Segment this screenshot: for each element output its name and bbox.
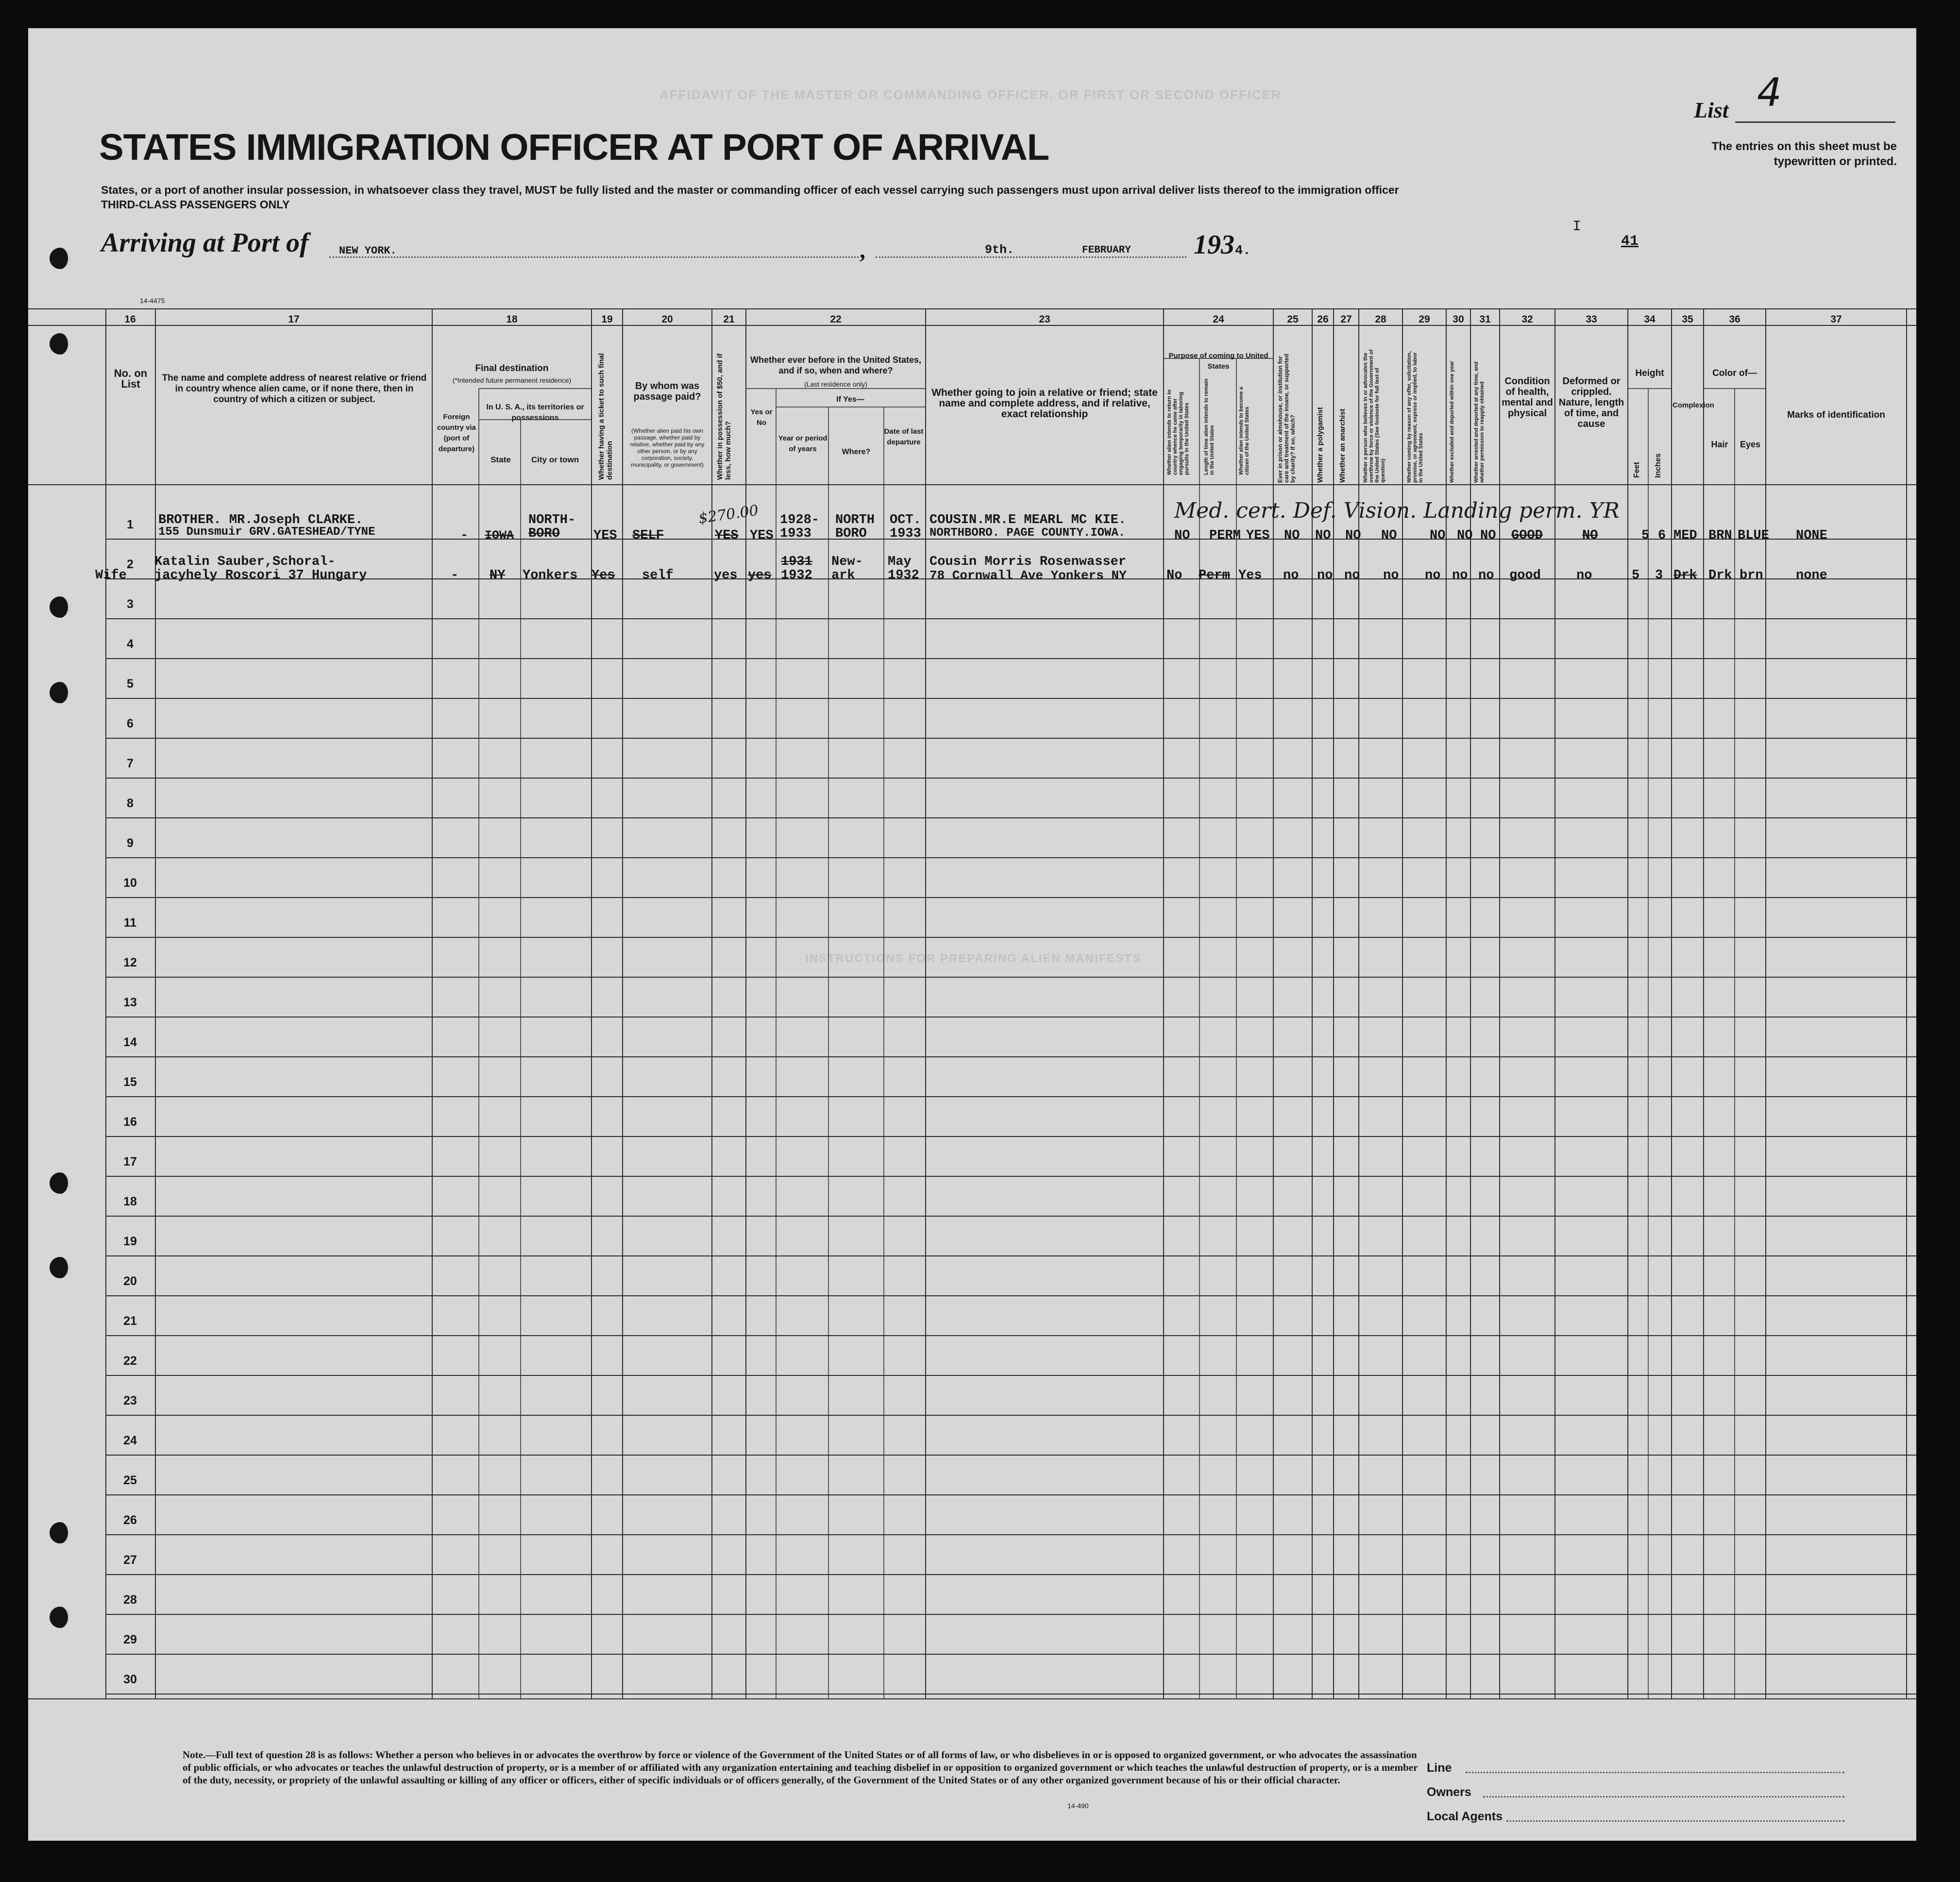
form-number: 14-490 xyxy=(1067,1802,1089,1810)
row-number: 2 xyxy=(127,558,134,571)
subtitle-line: States, or a port of another insular possession, in whatsoever class they travel, MUST be fully listed and the master or commanding officer of each vessel carrying such passengers must upon arrival deliver lists thereof to the immigration officer xyxy=(101,184,1399,196)
header-ticket: Whether having a ticket to such final destination xyxy=(597,353,614,480)
list-label: List xyxy=(1694,98,1729,122)
col-no-23: 23 xyxy=(1039,314,1050,325)
header-if-yes: If Yes— xyxy=(836,395,864,404)
header-anarchist: Whether an anarchist xyxy=(1338,408,1347,483)
row1-money-note: $270.00 xyxy=(697,502,760,527)
row-number: 20 xyxy=(123,1274,137,1288)
row2-deformed: no xyxy=(1576,568,1592,583)
row1-years-line2: 1933 xyxy=(780,526,811,541)
row2-citizen: Yes xyxy=(1238,568,1262,583)
year-suffix: 4. xyxy=(1235,244,1251,258)
row1-excluded: NO xyxy=(1457,528,1473,543)
year-prefix: 193 xyxy=(1194,230,1234,260)
owners-field[interactable] xyxy=(1483,1796,1844,1797)
row-number: 18 xyxy=(123,1195,137,1208)
row-number: 25 xyxy=(123,1474,137,1487)
header-complexion: Complexion xyxy=(1673,401,1714,409)
page-title: STATES IMMIGRATION OFFICER AT PORT OF ARRIVAL xyxy=(99,127,1049,168)
header-passage-paid-sub: (Whether alien paid his own passage, whether paid by relative, whether paid by any other person, or by any corporation, society, municipality, or government) xyxy=(630,427,705,468)
row-number: 4 xyxy=(127,637,134,651)
row1-where-line1: NORTH xyxy=(835,513,875,527)
row2-anarchist: no xyxy=(1344,568,1360,583)
col-no-35: 35 xyxy=(1682,314,1693,325)
manifest-grid xyxy=(28,28,1916,1841)
row2-money: yes xyxy=(714,568,738,583)
row2-return: No xyxy=(1166,568,1183,583)
header-passage-paid: By whom was passage paid? xyxy=(633,381,701,402)
row2-joining-line1: Cousin Morris Rosenwasser xyxy=(929,555,1127,569)
row1-departure-line2: 1933 xyxy=(890,526,921,541)
row-number: 7 xyxy=(127,757,134,770)
header-relative-address: The name and complete address of nearest relative or friend in country whence alien came, or if none there, then in country of which a citizen or subject. xyxy=(162,373,427,405)
col-no-36: 36 xyxy=(1729,314,1740,325)
row-number: 14 xyxy=(123,1035,137,1049)
col-no-21: 21 xyxy=(723,314,735,325)
row2-complexion: Drk xyxy=(1673,568,1697,583)
row1-anarchist: NO xyxy=(1345,528,1361,543)
col-no-18: 18 xyxy=(506,314,518,325)
header-deformed: Deformed or crippled. Nature, length of time, and cause xyxy=(1558,376,1624,429)
row1-before: YES xyxy=(750,528,774,543)
row1-money: YES xyxy=(715,528,739,543)
row1-complexion: MED xyxy=(1673,528,1697,543)
header-height: Height xyxy=(1635,368,1664,378)
col-no-26: 26 xyxy=(1317,314,1329,325)
col-no-19: 19 xyxy=(601,314,613,325)
row2-city: Yonkers xyxy=(523,568,578,583)
row1-length: PERM xyxy=(1209,528,1241,543)
col-no-22: 22 xyxy=(830,314,842,325)
row-number: 15 xyxy=(123,1075,137,1089)
col-no-34: 34 xyxy=(1644,314,1656,325)
row2-feet: 5 xyxy=(1632,568,1640,583)
header-last-departure: Date of last departure xyxy=(884,427,924,446)
header-purpose: Purpose of coming to United States xyxy=(1168,352,1268,371)
row2-before: yes xyxy=(748,568,772,583)
header-overthrow: Whether a person who believes in or advocates the overthrow by force or violence of the Government of the United States (See footnote for full text of question) xyxy=(1363,349,1386,483)
footnote-question-28: Note.—Full text of question 28 is as follows: Whether a person who believes in or advocates the overthrow by force or violence of the Government of the United States or of all forms of law, or who disbelieves in or is opposed to organized government, or who advocates the assassination of public officials, or who advocates or teaches the unlawful destruction of property, or is a member of or affiliated with any organization entertaining and teaching disbelief in or opposition to organized government or which teaches the unlawful destruction of property, or is a member of the duty, necessity, or propriety of the unlawful assaulting or killing of any officer or officers, either of specific individuals or of officers generally, of the Government of the United States or of any other organized government because of his or their official character. xyxy=(183,1749,1418,1786)
col-no-24: 24 xyxy=(1213,314,1224,325)
row2-joining-line2: 78 Cornwall Ave Yonkers NY xyxy=(929,568,1127,583)
row-number: 19 xyxy=(123,1235,137,1248)
header-final-destination-sub: (*Intended future permanent residence) xyxy=(452,376,572,384)
col-no-31: 31 xyxy=(1479,314,1491,325)
row-number: 6 xyxy=(127,717,134,730)
col-no-27: 27 xyxy=(1340,314,1352,325)
row-number: 27 xyxy=(123,1553,137,1567)
col-no-32: 32 xyxy=(1521,314,1533,325)
header-marks: Marks of identification xyxy=(1787,410,1885,420)
row2-deported: no xyxy=(1478,568,1494,583)
row2-departure-line1: May xyxy=(888,555,912,569)
header-color-of: Color of— xyxy=(1712,368,1757,378)
row-number: 30 xyxy=(123,1673,137,1686)
comma: , xyxy=(860,237,865,263)
row1-ticket: YES xyxy=(593,528,617,543)
row1-paid-by: SELF xyxy=(632,528,664,543)
row1-departure-line1: OCT. xyxy=(890,513,921,527)
row2-prison: no xyxy=(1283,568,1299,583)
line-field[interactable] xyxy=(1466,1772,1844,1773)
header-city: City or town xyxy=(531,455,579,464)
list-number: 4 xyxy=(1757,70,1782,115)
row2-foreign: - xyxy=(451,568,459,583)
row2-where-line1: New- xyxy=(831,555,863,569)
row-number: 29 xyxy=(123,1633,137,1646)
header-yes-no: Yes or No xyxy=(750,408,773,427)
row1-state: IOWA xyxy=(485,528,514,543)
row1-prison: NO xyxy=(1284,528,1300,543)
row2-excluded: no xyxy=(1452,568,1468,583)
row2-overthrow: no xyxy=(1383,568,1399,583)
row-number: 8 xyxy=(127,797,134,810)
row1-hair: BRN xyxy=(1708,528,1732,543)
row-number: 3 xyxy=(127,597,134,611)
row2-relationship: Wife xyxy=(95,568,127,583)
col-no-17: 17 xyxy=(288,314,300,325)
header-eyes: Eyes xyxy=(1740,440,1761,449)
row1-where-line2: BORO xyxy=(835,526,867,541)
row2-paid-by: self xyxy=(642,568,674,583)
header-foreign-country: Foreign country via (port of departure) xyxy=(437,413,476,453)
sheet-number: 41 xyxy=(1621,233,1639,250)
row2-relative-line2: jacyhely Roscori 37 Hungary xyxy=(154,568,367,583)
col-no-30: 30 xyxy=(1453,314,1464,325)
month-value: FEBRUARY xyxy=(1082,245,1131,256)
day-value: 9th. xyxy=(985,243,1014,257)
row2-years-line1: 1931 xyxy=(781,555,812,569)
col-no-25: 25 xyxy=(1287,314,1299,325)
row2-length: Perm xyxy=(1199,568,1230,583)
row-number: 5 xyxy=(127,677,134,691)
row2-marks: none xyxy=(1796,568,1827,583)
header-hair: Hair xyxy=(1711,440,1728,449)
row1-relative-line2: 155 Dunsmuir GRV.GATESHEAD/TYNE xyxy=(158,526,375,539)
header-years: Year or period of years xyxy=(778,434,828,453)
col-no-16: 16 xyxy=(124,314,136,325)
row-number: 9 xyxy=(127,836,134,850)
row-number: 26 xyxy=(123,1513,137,1527)
col-no-29: 29 xyxy=(1419,314,1430,325)
col-no-28: 28 xyxy=(1375,314,1386,325)
line-label: Line xyxy=(1427,1761,1452,1775)
instructions-heading: INSTRUCTIONS FOR PREPARING ALIEN MANIFESTS xyxy=(805,952,1142,965)
header-feet: Feet xyxy=(1633,462,1641,478)
row2-eyes: brn xyxy=(1740,568,1763,583)
row2-relative-line1: Katalin Sauber,Schoral- xyxy=(154,555,336,569)
col-no-37: 37 xyxy=(1830,314,1842,325)
arriving-label: Arriving at Port of xyxy=(101,228,309,258)
row-number: 23 xyxy=(123,1394,137,1407)
header-state: State xyxy=(490,455,511,464)
row1-health: GOOD xyxy=(1511,528,1543,543)
row2-labor: no xyxy=(1425,568,1441,583)
header-labor: Whether coming by reason of any offer, solicitation, promise, or agreement, express or implied, to labor in the United States xyxy=(1406,351,1424,483)
row1-deformed: NO xyxy=(1582,528,1598,543)
sheet-mark: I xyxy=(1572,219,1582,235)
row1-city-line1: NORTH- xyxy=(528,513,576,527)
row-number: 28 xyxy=(123,1593,137,1607)
row2-years-line2: 1932 xyxy=(781,568,812,583)
row-number: 22 xyxy=(123,1354,137,1368)
faded-heading: AFFIDAVIT OF THE MASTER OR COMMANDING OFFICER, OR FIRST OR SECOND OFFICER xyxy=(659,87,1282,102)
row1-citizen: YES xyxy=(1246,528,1270,543)
row1-polygamist: NO xyxy=(1315,528,1331,543)
row1-relative-line1: BROTHER. MR.Joseph CLARKE. xyxy=(158,513,363,527)
header-inches: Inches xyxy=(1654,453,1662,478)
owners-label: Owners xyxy=(1427,1785,1471,1799)
row1-deported: NO xyxy=(1480,528,1496,543)
header-where: Where? xyxy=(842,448,871,456)
row2-ticket: Yes xyxy=(591,568,615,583)
row-number: 1 xyxy=(127,518,134,531)
row-number: 12 xyxy=(123,956,137,969)
row-number: 17 xyxy=(123,1155,137,1169)
row1-handwritten-annotation: Med. cert. Def. Vision. Landing perm. YR xyxy=(1174,498,1620,523)
row2-inches: 3 xyxy=(1655,568,1663,583)
header-length-stay: Length of time alien intends to remain in the United States xyxy=(1203,378,1215,475)
row-number: 21 xyxy=(123,1314,137,1328)
row2-health: good xyxy=(1509,568,1541,583)
port-value: NEW YORK. xyxy=(339,245,397,257)
header-polygamist: Whether a polygamist xyxy=(1316,407,1324,483)
row2-polygamist: no xyxy=(1317,568,1333,583)
header-fifty-dollars: Whether in possession of $50, and if less, how much? xyxy=(716,353,732,480)
header-citizen-intent: Whether alien intends to become a citizen of the United States xyxy=(1238,387,1250,475)
row1-labor: NO xyxy=(1430,528,1446,543)
header-before-in-us: Whether ever before in the United States, and if so, when and where? xyxy=(750,355,922,375)
header-before-in-us-sub: (Last residence only) xyxy=(804,380,867,388)
manifest-sheet xyxy=(28,28,1916,1841)
row2-state: NY xyxy=(490,568,506,583)
row1-years-line1: 1928- xyxy=(780,513,820,527)
row1-foreign: - xyxy=(460,528,469,543)
header-health: Condition of health, mental and physical xyxy=(1502,376,1553,419)
row-number: 16 xyxy=(123,1115,137,1129)
row2-where-line2: ark xyxy=(831,568,855,583)
row1-overthrow: NO xyxy=(1381,528,1397,543)
header-prison: Ever in prison or almshouse, or institution for care and treatment of the insane, or supported by charity? If so, which? xyxy=(1277,354,1296,483)
row1-inches: 6 xyxy=(1658,528,1666,543)
header-no-on-list: No. on List xyxy=(114,367,148,390)
header-deported: Whether arrested and deported at any time, and whether permission to reapply obtained xyxy=(1473,361,1485,483)
row2-departure-line2: 1932 xyxy=(888,568,919,583)
subtitle-class: THIRD-CLASS PASSENGERS ONLY xyxy=(101,198,290,211)
row-number: 11 xyxy=(123,916,137,930)
row-number: 10 xyxy=(123,876,137,890)
col-no-33: 33 xyxy=(1586,314,1597,325)
row1-joining-line2: NORTHBORO. PAGE COUNTY.IOWA. xyxy=(929,526,1126,540)
entries-note: The entries on this sheet must be typewritten or printed. xyxy=(1711,140,1897,168)
row1-marks: NONE xyxy=(1796,528,1827,543)
row-number: 13 xyxy=(123,996,137,1009)
row2-hair: Drk xyxy=(1708,568,1732,583)
top-left-stamp: 14-4475 xyxy=(140,297,165,305)
row1-return: NO xyxy=(1174,528,1190,543)
header-final-destination: Final destination xyxy=(475,363,549,373)
row1-city-line2: BORO xyxy=(528,526,560,541)
agents-label: Local Agents xyxy=(1427,1810,1503,1823)
header-in-usa: In U. S. A., its territories or possessions xyxy=(486,403,584,422)
row-number: 24 xyxy=(123,1434,137,1447)
header-joining: Whether going to join a relative or friend; state name and complete address, and if relative, exact relationship xyxy=(931,387,1158,420)
col-no-20: 20 xyxy=(661,314,673,325)
agents-field[interactable] xyxy=(1506,1820,1844,1822)
row1-joining-line1: COUSIN.MR.E MEARL MC KIE. xyxy=(929,513,1127,527)
header-return-intent: Whether alien intends to return to country whence he came after engaging temporarily in laboring pursuits in the United States xyxy=(1166,389,1190,475)
row1-feet: 5 xyxy=(1641,528,1650,543)
header-excluded: Whether excluded and deported within one year xyxy=(1449,361,1455,483)
row1-eyes: BLUE xyxy=(1738,528,1769,543)
